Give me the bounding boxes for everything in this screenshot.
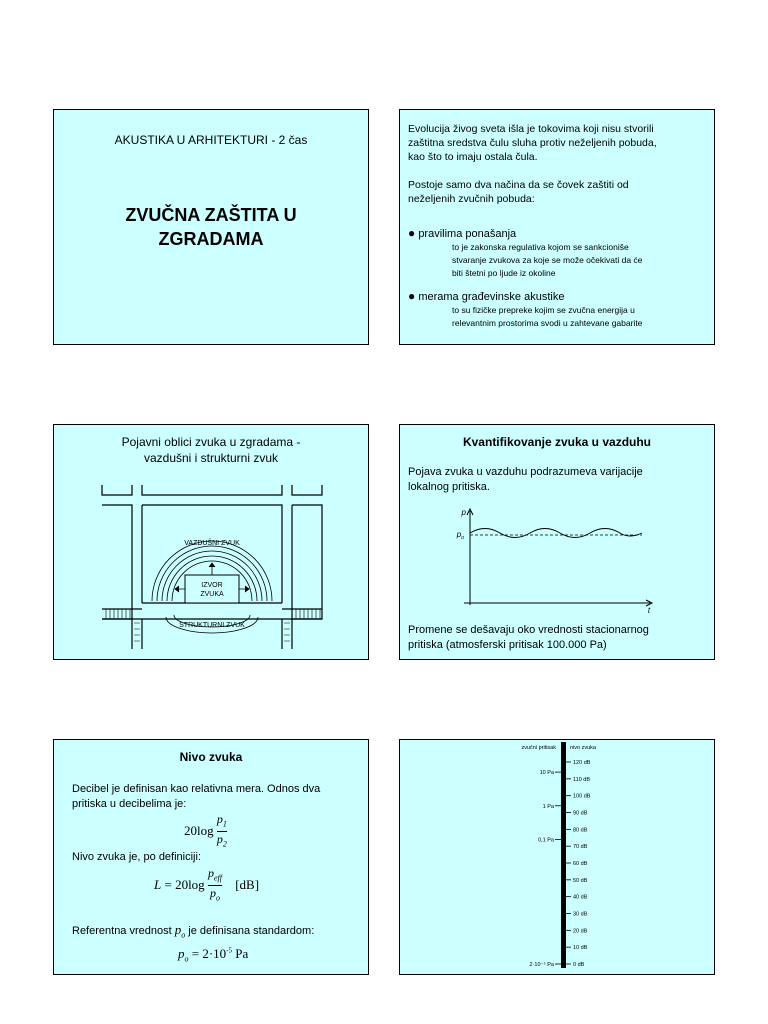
text-line: kao što to imaju ostala čula. [408,151,538,163]
formula-reference [178,946,248,964]
fraction [217,812,227,852]
slide2-para1 [408,122,708,164]
baseline-subscript: o [461,535,464,541]
slide1-title-line1: ZVUČNA ZAŠTITA U [125,205,297,225]
slide2-bullet1 [408,226,516,241]
baseline-symbol: p [456,530,462,539]
pressure-tick-label: 2·10⁻⁵ Pa [529,962,554,968]
pressure-tick-label: 0,1 Pa [538,837,554,844]
pressure-level-scale [400,740,715,975]
pressure-tick-label: 10 Pa [539,770,554,777]
level-tick-label: 100 dB [573,793,591,800]
level-tick-label: 90 dB [573,810,588,817]
building-section-diagram [54,425,369,660]
level-tick-label: 110 dB [573,776,591,783]
text-line: to su fizičke prepreke kojim se zvučna energija u [452,305,635,315]
level-tick-label: 40 dB [573,894,588,901]
text-line: lokalnog pritiska. [408,481,490,493]
formula-unit: [dB] [235,876,260,892]
airborne-sound-label: VAZDUŠNI ZVUK [184,540,240,547]
numerator [217,812,227,832]
text-line: Promene se dešavaju oko vrednosti stacionarnog [408,624,649,636]
subscript: o [184,954,189,964]
text-line: pritiska (atmosferski pritisak 100.000 Pa) [408,639,607,651]
para3-symbol [174,922,186,940]
bullet2-label: merama građevinske akustike [418,291,565,303]
para3-prefix: Referentna vrednost [72,925,172,937]
slide2-bullet1-detail [452,241,706,280]
text-line: stvaranje zvukova za koje se može očekivati da će [452,255,643,265]
level-tick-label: 20 dB [573,928,588,935]
slide2-bullet2 [408,289,564,304]
slide-sound-level [53,739,369,975]
slide5-para1 [72,782,358,812]
slide5-para2: Nivo zvuka je, po definiciji: [72,851,202,863]
source-label-line1: IZVOR [201,582,223,589]
symbol: p [209,886,216,901]
formula-eq: = 2·10 [191,946,227,961]
formula-level [154,866,259,906]
level-tick-label: 50 dB [573,877,588,884]
formula-ratio-prefix: 20log [184,822,214,838]
text-line: Decibel je definisan kao relativna mera. Odnos dva [72,783,321,795]
slide5-title: Nivo zvuka [179,750,243,764]
bullet1-label: pravilima ponašanja [418,228,517,240]
subscript: o [181,930,186,940]
pressure-tick-label: 1 Pa [542,803,554,810]
slide-sound-forms [53,424,369,660]
slide2-para2 [408,178,708,206]
level-tick-label: 60 dB [573,861,588,867]
symbol: p [216,812,223,826]
x-axis-label: t [647,606,651,615]
text-line: Evolucija živog sveta išla je tokovima koji nisu stvorili [408,123,654,135]
source-label-line2: ZVUKA [200,591,224,598]
text-line: pritiska u decibelima je: [72,798,187,810]
slide4-title: Kvantifikovanje zvuka u vazduhu [462,435,652,449]
text-line: biti štetni po ljude iz okoline [452,268,556,278]
subscript: eff [213,873,222,883]
level-tick-label: 70 dB [573,844,588,851]
para3-suffix: je definisana standardom: [188,925,315,937]
slide2-bullet2-detail [452,304,706,330]
level-tick-label: 120 dB [573,760,591,766]
baseline-label [456,530,464,541]
formula-eq: = 20log [164,876,205,892]
bullet-icon: ● [408,226,416,240]
text-line: Pojava zvuka u vazduhu podrazumeva varijacije [408,466,643,478]
text-line: zaštitna sredstva čulu sluha protiv neželjenih pobuda, [408,137,657,149]
pressure-header: zvučni pritisak [521,745,556,751]
subscript: 2 [222,839,227,849]
subscript: 1 [222,819,227,829]
bullet-icon: ● [408,289,416,303]
numerator [208,866,222,886]
symbol: p [178,946,185,961]
structure-sound-label: STRUKTURNI ZVUK [179,622,245,629]
slide1-title [54,203,368,251]
slide-sound-quantification [399,424,715,660]
subscript: o [215,893,220,903]
slide5-para3 [72,922,358,943]
fraction [208,866,222,906]
level-tick-label: 80 dB [573,827,588,834]
formula-lhs: L [154,876,162,892]
level-tick-label: 30 dB [573,911,588,918]
scale-bar [561,742,566,968]
slide4-para2 [408,623,706,653]
level-header: nivo zvuka [570,745,596,751]
sound-source-box [185,575,239,603]
symbol: p [174,922,182,937]
exponent: -5 [226,946,233,955]
denominator [208,886,222,905]
y-axis-label: p [461,508,466,517]
slide3-title-line1: Pojavni oblici zvuka u zgradama - [121,435,301,449]
text-line: Postoje samo dva načina da se čovek zaštiti od [408,179,629,191]
level-tick-label: 0 dB [573,962,585,968]
denominator [217,832,227,851]
text-line: relevantnim prostorima svodi u zahtevane gabarite [452,318,643,328]
text-line: neželjenih zvučnih pobuda: [408,193,535,205]
symbol: p [207,866,214,880]
formula-unit: Pa [235,946,249,961]
slide-pressure-level-scale [399,739,715,975]
slide3-title-line2: vazdušni i strukturni zvuk [143,451,279,465]
slide-protection-methods [399,109,715,345]
slide1-title-line2: ZGRADAMA [158,229,264,249]
slide1-subtitle: AKUSTIKA U ARHITEKTURI - 2 čas [114,133,308,147]
symbol: p [216,832,223,847]
level-tick-label: 10 dB [573,945,588,952]
text-line: to je zakonska regulativa kojom se sankcioniše [452,242,629,252]
formula-ratio [184,812,227,852]
slide-title [53,109,369,345]
